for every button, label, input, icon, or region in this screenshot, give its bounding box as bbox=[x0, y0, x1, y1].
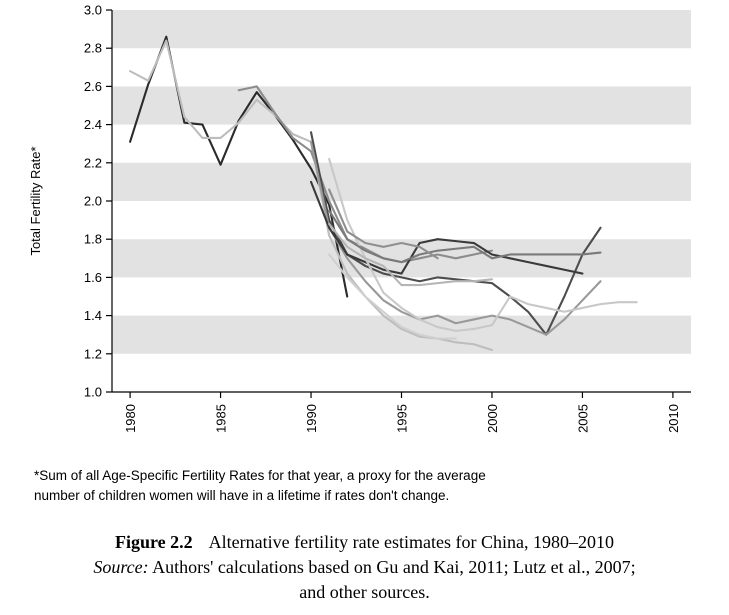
y-tick-label: 1.0 bbox=[83, 384, 102, 400]
x-tick-label: 2000 bbox=[484, 404, 500, 433]
x-tick-label: 1985 bbox=[213, 404, 229, 433]
figure-source bbox=[0, 555, 729, 580]
y-tick-label: 2.4 bbox=[83, 117, 102, 133]
y-tick-label: 3.0 bbox=[83, 2, 102, 18]
y-axis-title bbox=[28, 146, 43, 255]
footnote-line-2: number of children women will have in a lifetime if rates don't change. bbox=[34, 487, 450, 503]
figure-title: Alternative fertility rate estimates for China, 1980–2010 bbox=[208, 532, 615, 552]
figure-caption-block bbox=[0, 530, 729, 604]
y-tick-label: 1.2 bbox=[83, 346, 102, 362]
chart-footnote bbox=[34, 466, 694, 505]
y-tick-label: 2.0 bbox=[83, 193, 102, 209]
y-axis-ticks bbox=[84, 3, 112, 400]
x-axis-ticks bbox=[123, 392, 681, 433]
y-tick-label: 1.8 bbox=[83, 231, 102, 247]
source-text: Authors' calculations based on Gu and Kai, 2011; Lutz et al., 2007; bbox=[152, 556, 636, 577]
x-tick-label: 2005 bbox=[575, 404, 591, 433]
x-tick-label: 1990 bbox=[304, 404, 320, 433]
x-tick-label: 1995 bbox=[394, 404, 410, 433]
y-tick-label: 2.2 bbox=[83, 155, 102, 171]
source-label: Source: bbox=[93, 556, 149, 577]
figure-number: Figure 2.2 bbox=[114, 532, 193, 552]
plot-background-bands bbox=[112, 10, 691, 392]
x-tick-label: 2010 bbox=[665, 404, 681, 433]
y-tick-label: 2.8 bbox=[83, 40, 102, 56]
figure-source-continued: and other sources. bbox=[299, 581, 430, 602]
figure-caption bbox=[0, 530, 729, 555]
y-tick-label: 2.6 bbox=[83, 78, 102, 94]
y-tick-label: 1.4 bbox=[83, 308, 102, 324]
footnote-line-1: *Sum of all Age-Specific Fertility Rates for that year, a proxy for the average bbox=[34, 468, 486, 483]
y-tick-label: 1.6 bbox=[83, 269, 102, 285]
x-tick-label: 1980 bbox=[123, 404, 139, 433]
y-axis-title-text: Total Fertility Rate* bbox=[28, 146, 43, 256]
